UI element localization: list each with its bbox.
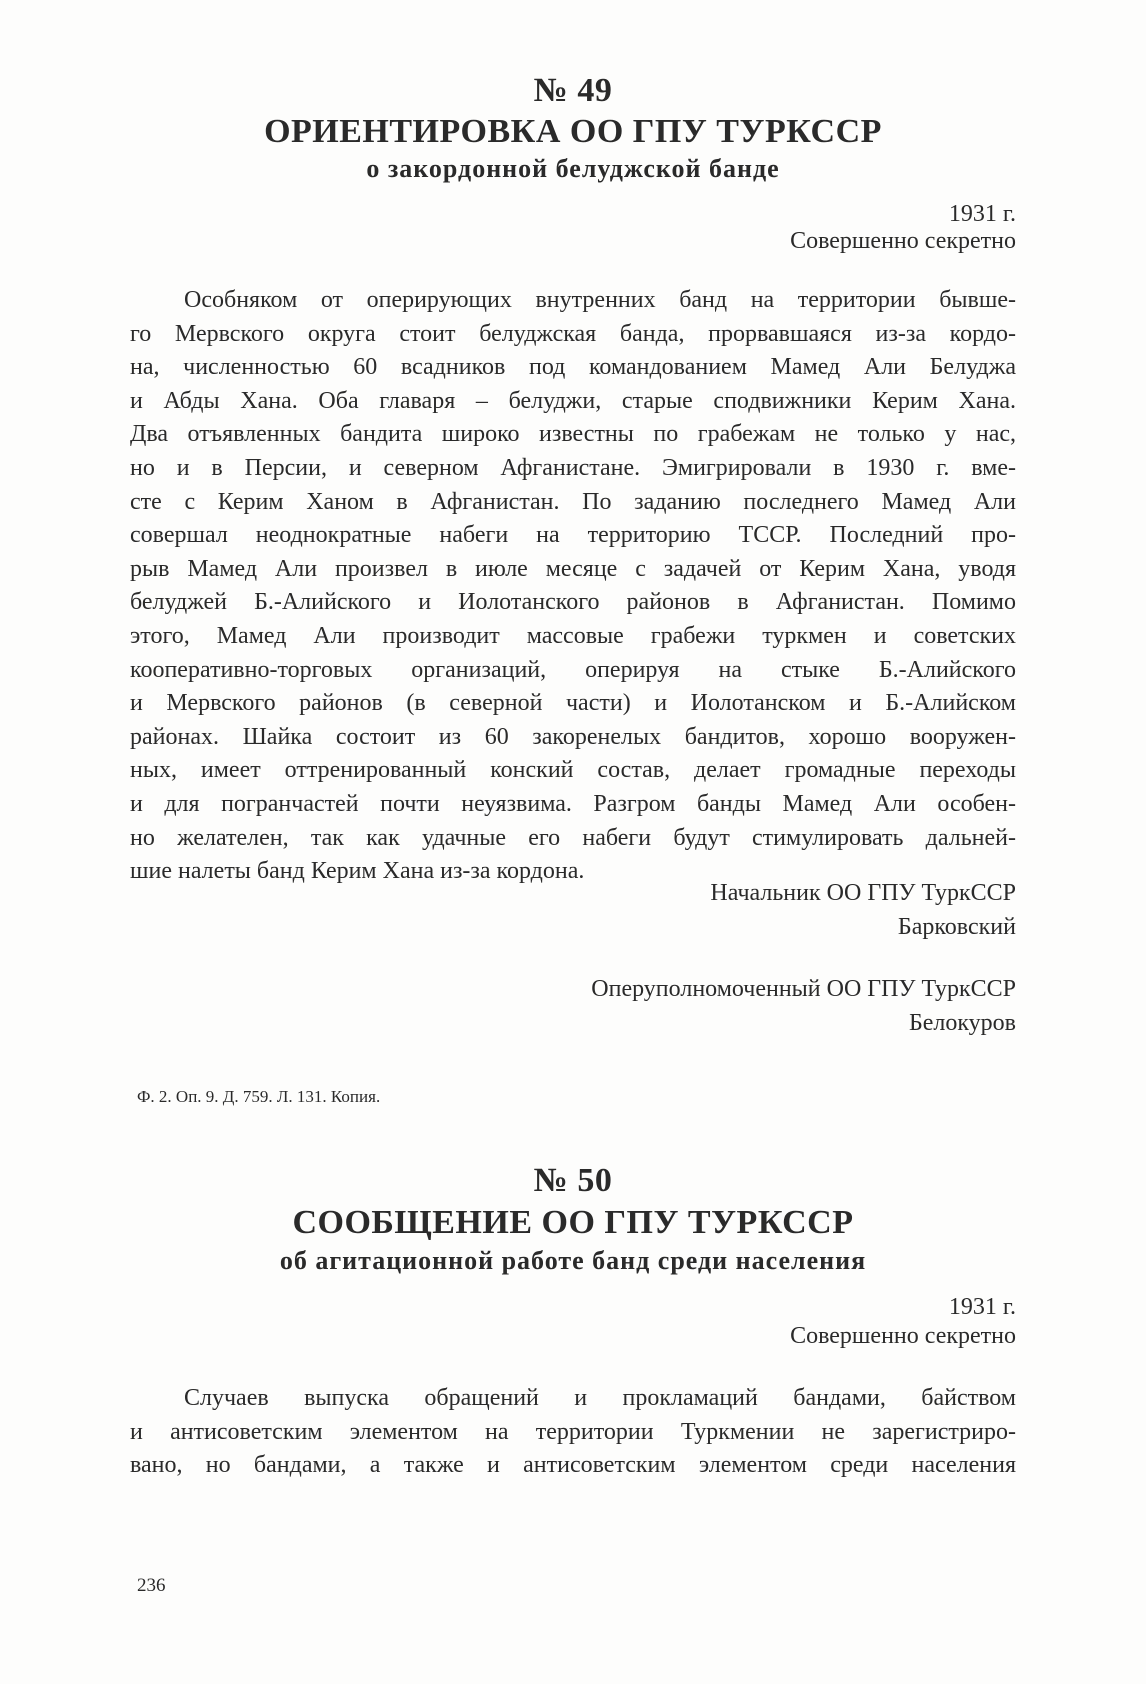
doc49-signature-position: Начальник ОО ГПУ ТуркССР bbox=[710, 880, 1016, 906]
doc49-number: № 49 bbox=[533, 72, 613, 109]
doc49-signature-name: Барковский bbox=[897, 914, 1016, 940]
doc49-body-line: но и в Персии, и северном Афганистане. Эмигрировали в 1930 г. вме- bbox=[130, 454, 1016, 481]
doc49-body-line: Особняком от оперирующих внутренних банд на территории бывше- bbox=[184, 287, 1016, 313]
doc50-year: 1931 г. bbox=[948, 1294, 1016, 1320]
doc50-body-line: Случаев выпуска обращений и прокламаций бандами, байством bbox=[184, 1385, 1016, 1411]
doc49-body-line: и Мервского районов (в северной части) и Иолотанском и Б.-Алийском bbox=[130, 690, 1016, 717]
doc50-classification: Совершенно секретно bbox=[790, 1323, 1016, 1349]
doc49-body-line: сте с Керим Ханом в Афганистан. По заданию последнего Мамед Али bbox=[130, 488, 1016, 515]
doc49-body-line: и для погранчастей почти неуязвима. Разгром банды Мамед Али особен- bbox=[130, 790, 1016, 817]
doc49-body-line: го Мервского округа стоит белуджская банда, прорвавшаяся из-за кордо- bbox=[130, 320, 1016, 347]
doc49-body-line: совершал неоднократные набеги на территорию ТССР. Последний про- bbox=[130, 522, 1016, 549]
doc50-title: СООБЩЕНИЕ ОО ГПУ ТУРКССР bbox=[292, 1204, 854, 1241]
doc49-body-line: белуджей Б.-Алийского и Иолотанского районов в Афганистан. Помимо bbox=[130, 589, 1016, 616]
doc49-body-line: ных, имеет оттренированный конский состав, делает громадные переходы bbox=[130, 757, 1016, 784]
doc49-signature-position: Оперуполномоченный ОО ГПУ ТуркССР bbox=[591, 976, 1016, 1002]
doc49-body-line: шие налеты банд Керим Хана из-за кордона. bbox=[130, 858, 585, 885]
doc50-number: № 50 bbox=[533, 1162, 613, 1199]
doc49-year: 1931 г. bbox=[948, 201, 1016, 227]
doc50-body-line: и антисоветским элементом на территории Туркмении не зарегистриро- bbox=[130, 1418, 1016, 1445]
doc49-body-line: но желателен, так как удачные его набеги будут стимулировать дальней- bbox=[130, 824, 1016, 851]
doc49-body-line: этого, Мамед Али производит массовые грабежи туркмен и советских bbox=[130, 622, 1016, 649]
doc49-body-line: кооперативно-торговых организаций, оперируя на стыке Б.-Алийского bbox=[130, 656, 1016, 683]
doc49-subtitle: о закордонной белуджской банде bbox=[366, 154, 780, 183]
doc49-classification: Совершенно секретно bbox=[790, 228, 1016, 254]
doc50-subtitle: об агитационной работе банд среди населения bbox=[279, 1246, 867, 1275]
doc49-archive-ref: Ф. 2. Оп. 9. Д. 759. Л. 131. Копия. bbox=[137, 1087, 381, 1106]
page-number: 236 bbox=[137, 1575, 166, 1596]
doc49-body-line: рыв Мамед Али произвел в июле месяце с задачей от Керим Хана, уводя bbox=[130, 555, 1016, 582]
doc49-body-line: районах. Шайка состоит из 60 закоренелых бандитов, хорошо вооружен- bbox=[130, 723, 1016, 750]
doc49-body bbox=[130, 284, 1016, 889]
doc50-body-line: вано, но бандами, а также и антисоветским элементом среди населения bbox=[130, 1452, 1016, 1479]
doc49-body-line: и Абды Хана. Оба главаря – белуджи, старые сподвижники Керим Хана. bbox=[130, 387, 1016, 414]
doc49-body-line: на, численностью 60 всадников под командованием Мамед Али Белуджа bbox=[130, 354, 1016, 381]
doc49-title: ОРИЕНТИРОВКА ОО ГПУ ТУРКССР bbox=[264, 113, 882, 150]
doc50-body bbox=[130, 1382, 1016, 1483]
doc49-signature-name: Белокуров bbox=[908, 1010, 1016, 1036]
doc49-body-line: Два отъявленных бандита широко известны по грабежам не только у нас, bbox=[130, 421, 1016, 448]
